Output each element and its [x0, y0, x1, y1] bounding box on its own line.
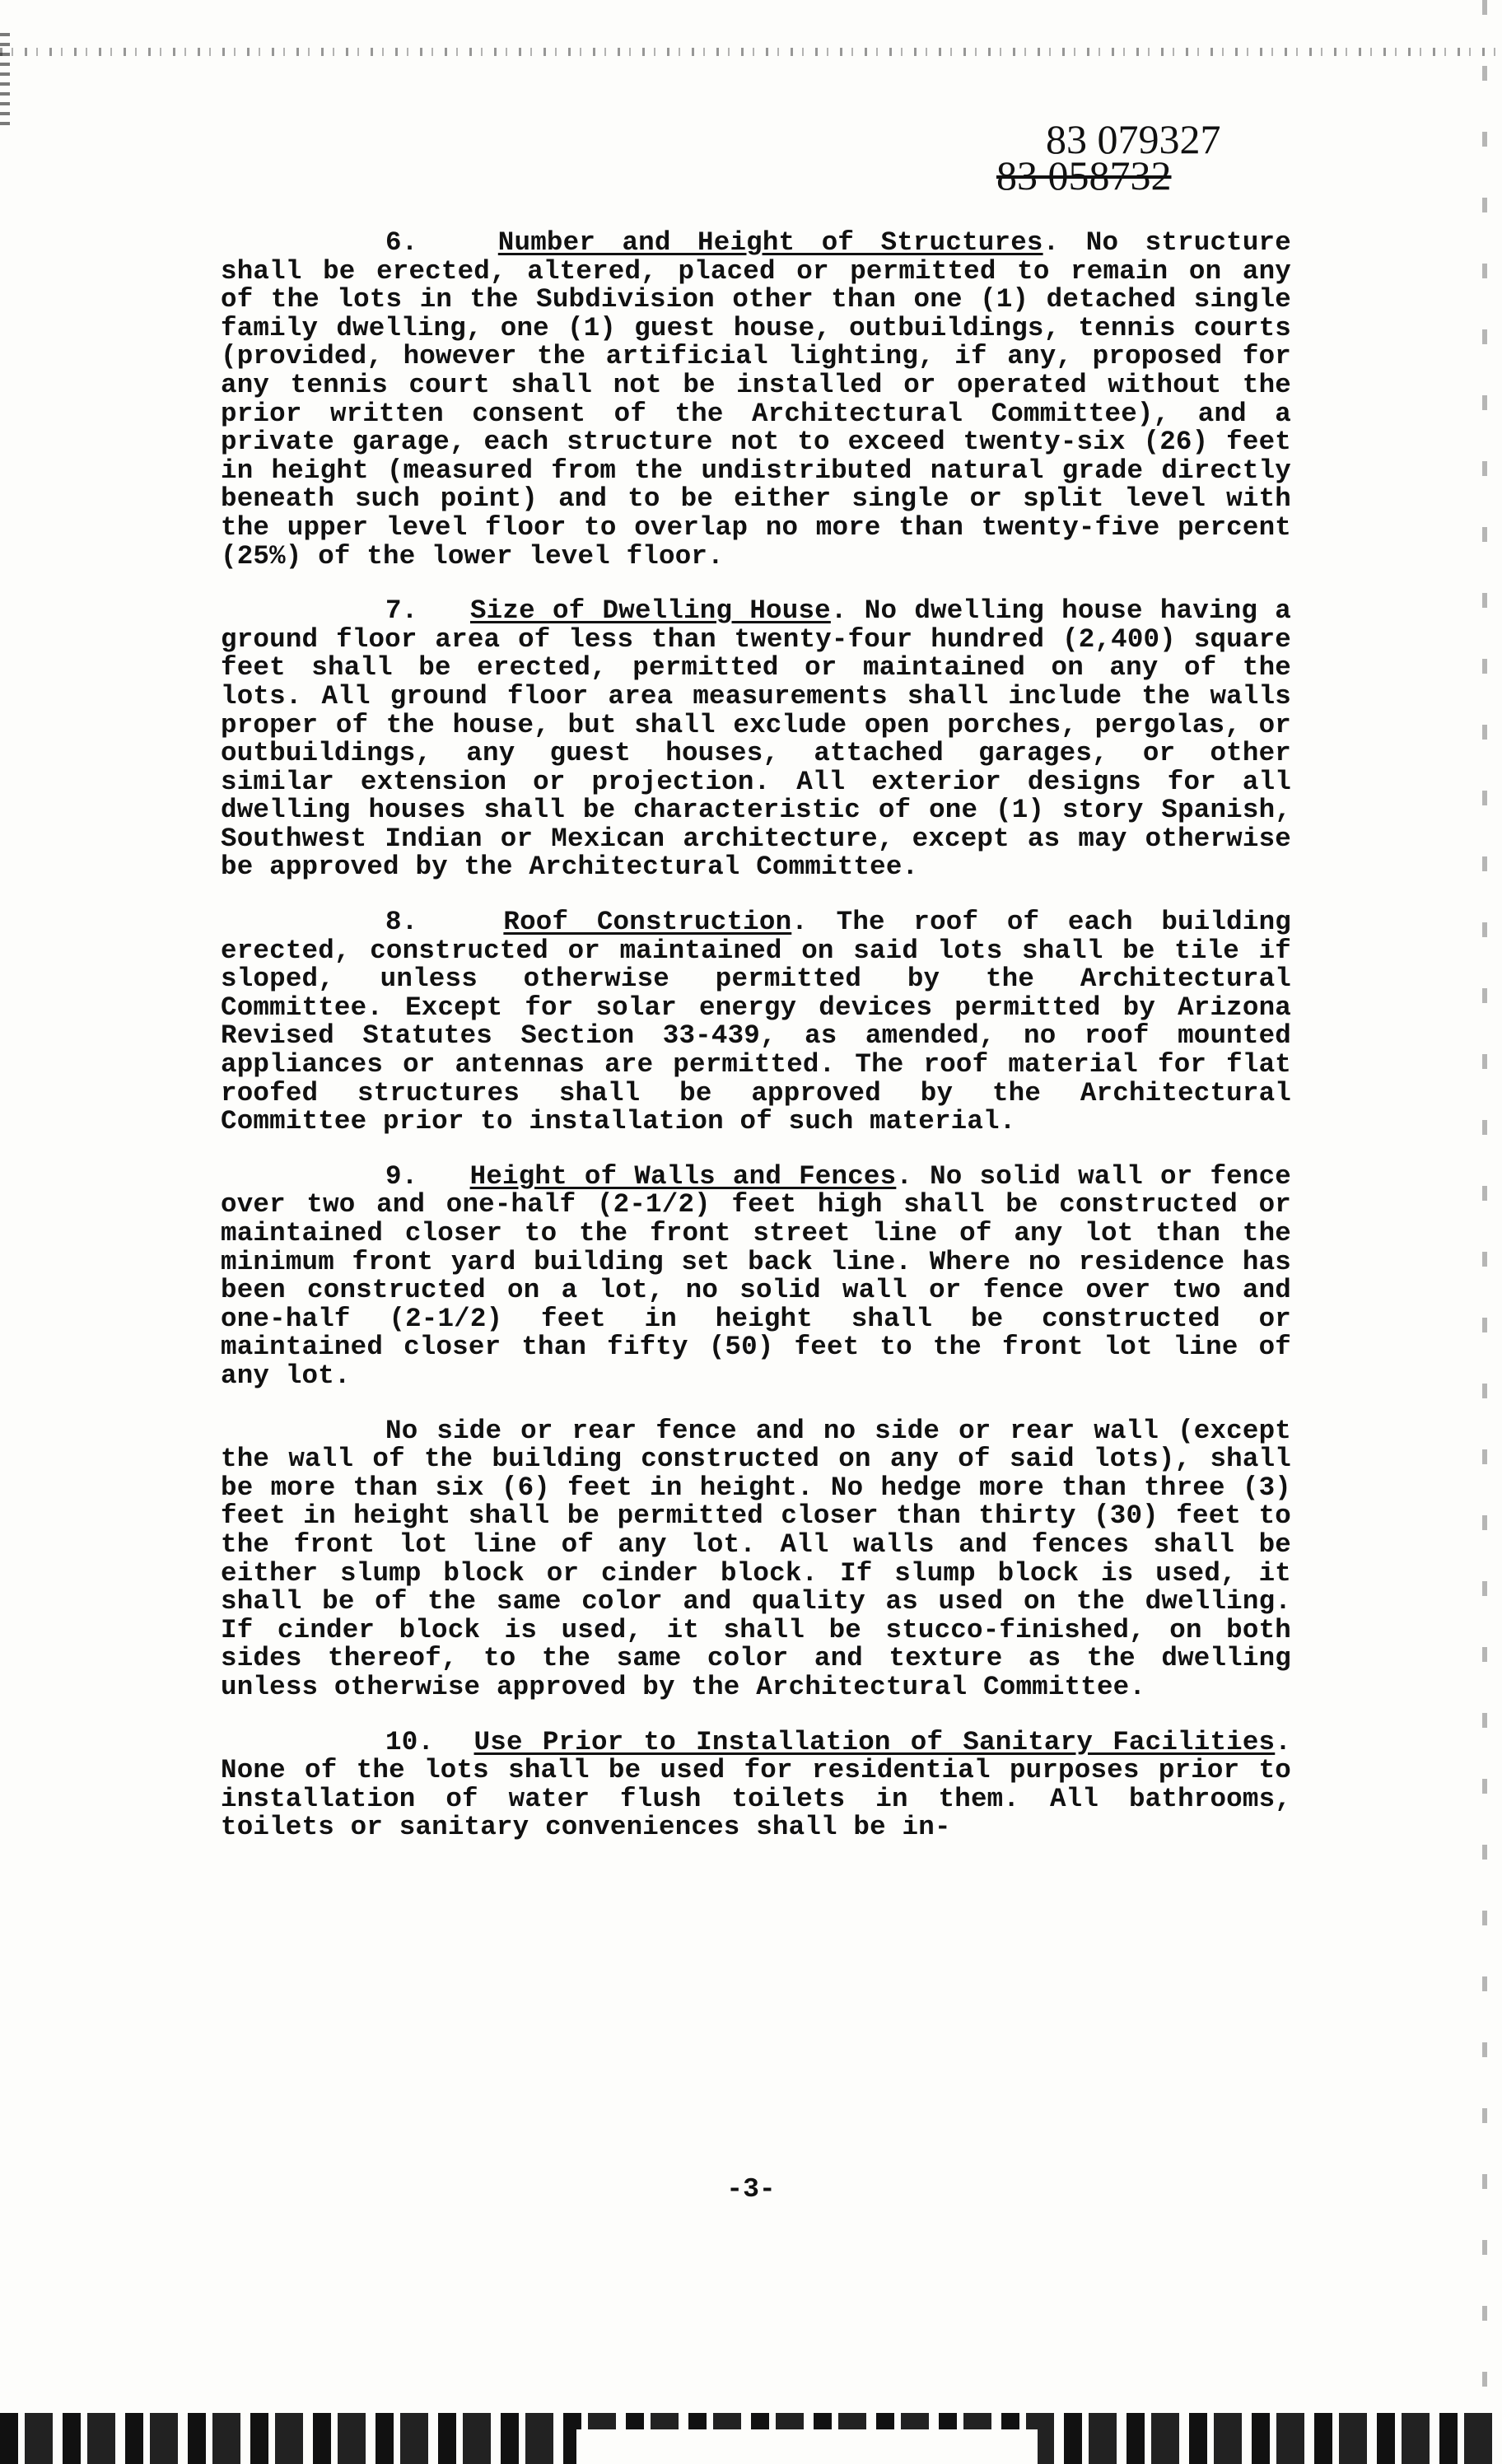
- paragraph-text: No side or rear fence and no side or rear wall (except the wall of the building constructed on any of said lots), shall be more than six (6) feet in height. No hedge more than three (3) feet in height shall be permitted closer than thirty (30) feet to the front lot line of any lot. All walls and fences shall be either slump block or cinder block. If slump block is used, it shall be of the same color and quality as used on the dwelling. If cinder block is used, it shall be stucco-finished, on both sides thereof, to the same color and texture as the dwelling unless otherwise approved by the Architectural Committee.: [221, 1415, 1291, 1702]
- paragraph-number: 6.: [385, 227, 418, 258]
- paragraph-number: 10.: [385, 1726, 435, 1757]
- scan-noise-top: [0, 48, 1502, 56]
- paragraph-text: . None of the lots shall be used for residential purposes prior to installation of water flush toilets in them. All bathrooms, toilets or sanitary conveniences shall be in-: [221, 1726, 1291, 1843]
- paragraph-text: . No dwelling house having a ground floor area of less than twenty-four hundred (2,400) square feet shall be erected, permitted or maintained on any of the lots. All ground floor area measurements shall include the walls proper of the house, but shall exclude open porches, pergolas, or outbuildings, any guest houses, attached garages, or other similar extension or projection. All exterior designs for all dwelling houses shall be characteristic of one (1) story Spanish, Southwest Indian or Mexican architecture, except as may otherwise be approved by the Architectural Committee.: [221, 595, 1291, 883]
- paragraph-10: [221, 1726, 1291, 1843]
- paragraph-7: [221, 597, 1291, 882]
- page-number: -3-: [726, 2174, 776, 2205]
- scan-noise-corner: [0, 33, 10, 132]
- scan-blank-area: [576, 2429, 1038, 2464]
- paragraph-text: . No solid wall or fence over two and one-half (2-1/2) feet high shall be constructed or maintained closer to the front street line of any lot than the minimum front yard building set back line. Where no residence has been constructed on a lot, no solid wall or fence over two and one-half (2-1/2) feet in height shall be constructed or maintained closer than fifty (50) feet to the front lot line of any lot.: [221, 1160, 1291, 1391]
- paragraph-text: . No structure shall be erected, altered, placed or permitted to remain on any of the lots in the Subdivision other than one (1) detached single family dwelling, one (1) guest house, outbuildings, tennis courts (provided, however the artificial lighting, if any, proposed for any tennis court shall not be installed or operated without the prior written consent of the Architectural Committee), and a private garage, each structure not to exceed twenty-six (26) feet in height (measured from the undistributed natural grade directly beneath such point) and to be either single or split level with the upper level floor to overlap no more than twenty-five percent (25%) of the lower level floor.: [221, 227, 1291, 572]
- paragraph-heading: Number and Height of Structures: [497, 227, 1043, 258]
- paragraph-9: [221, 1160, 1291, 1391]
- paragraph-number: 9.: [385, 1160, 418, 1192]
- struck-recording-number: 83 058732: [996, 152, 1172, 198]
- paragraph-6: [221, 229, 1291, 571]
- paragraph-8: [221, 908, 1291, 1136]
- paragraph-number: 8.: [385, 907, 418, 938]
- recording-number: 83 079327: [1046, 116, 1221, 162]
- paragraph-text: . The roof of each building erected, constructed or maintained on said lots shall be tile if sloped, unless otherwise permitted by the Architectural Committee. Except for solar energy devices permitted by Arizona Revised Statutes Section 33-439, as amended, no roof mounted appliances or antennas are permitted. The roof material for flat roofed structures shall be approved by the Architectural Committee prior to installation of such material.: [221, 907, 1291, 1137]
- paragraph-number: 7.: [385, 595, 418, 627]
- scan-noise-edge: [1482, 0, 1487, 2464]
- paragraph-heading: Size of Dwelling House: [469, 595, 831, 627]
- paragraph-heading: Roof Construction: [503, 907, 792, 938]
- paragraph-heading: Height of Walls and Fences: [469, 1160, 897, 1192]
- recording-stamp: [996, 115, 1342, 198]
- paragraph-heading: Use Prior to Installation of Sanitary Facilities: [473, 1726, 1276, 1757]
- document-body: [221, 229, 1291, 1869]
- paragraph-9-continued: [221, 1417, 1291, 1702]
